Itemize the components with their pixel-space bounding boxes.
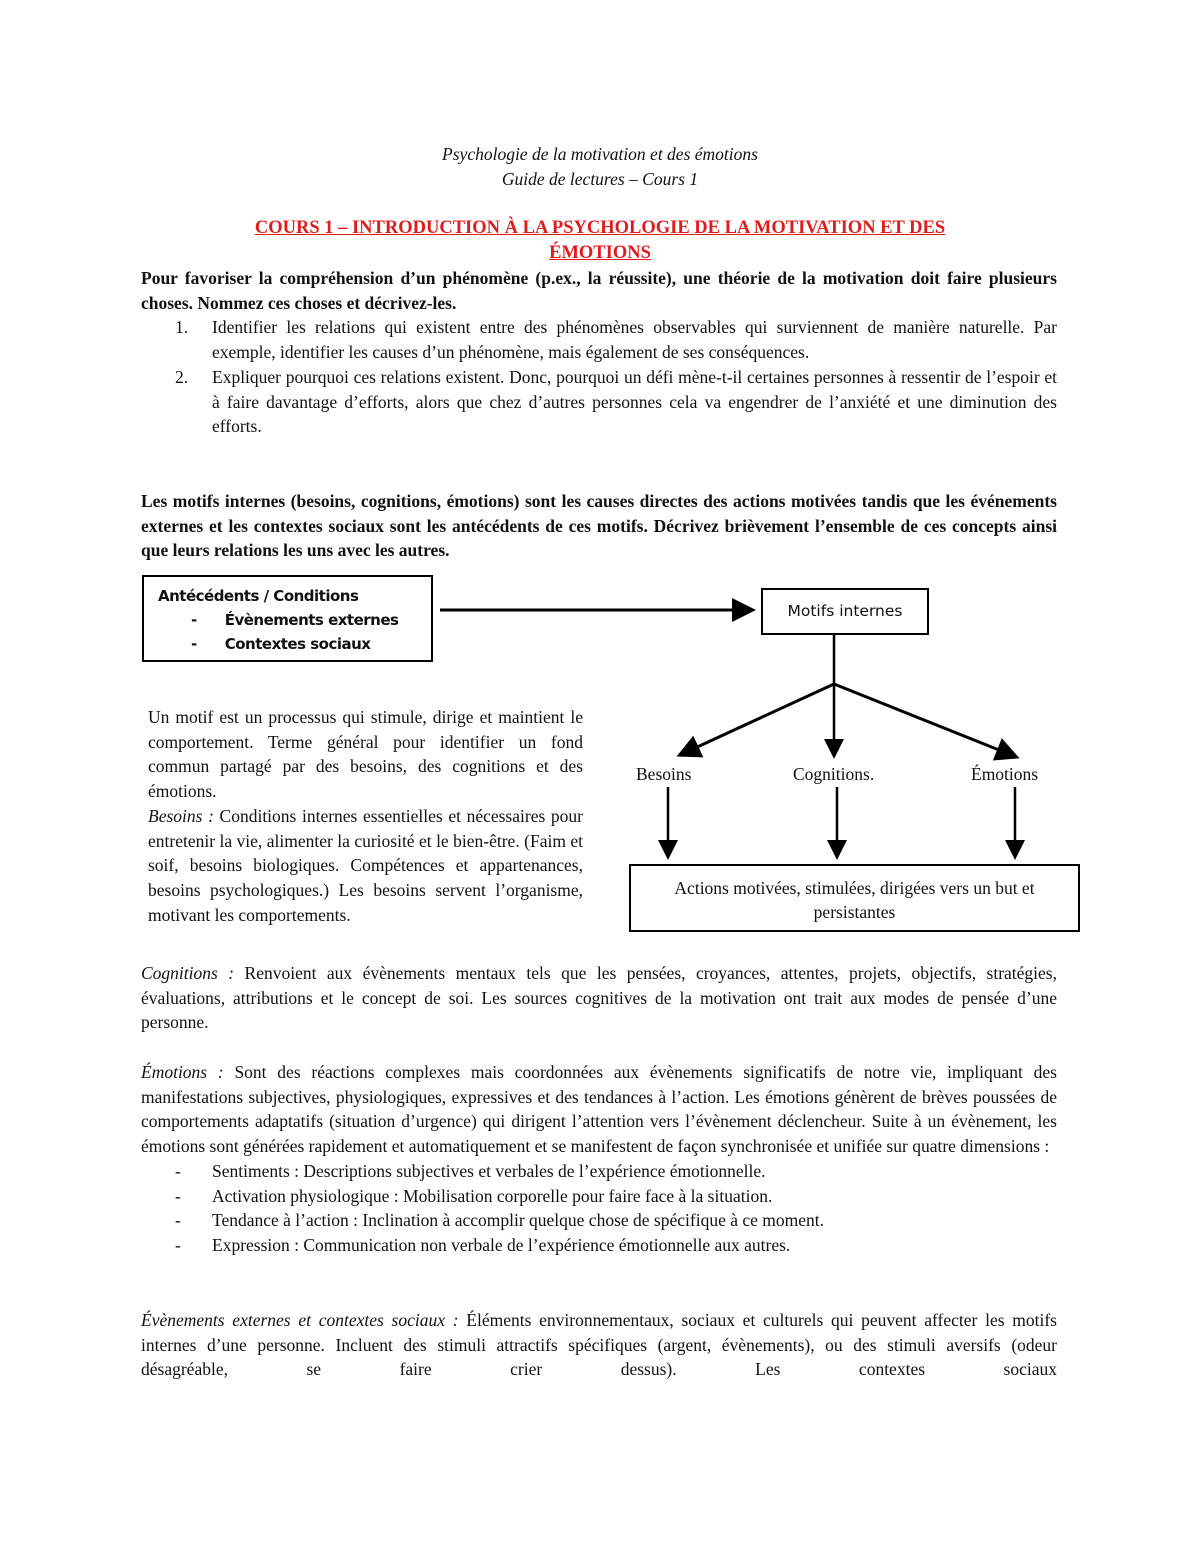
besoins-term: Besoins : [148,805,214,826]
emotions-label: Émotions [971,764,1039,784]
arrow-to-besoins [682,684,834,754]
motifs-internes-box: Motifs internes [761,588,929,635]
course-title: Psychologie de la motivation et des émotions [442,144,758,164]
section-title-line1: COURS 1 – INTRODUCTION À LA PSYCHOLOGIE DE LA MOTIVATION ET DES [254,218,946,238]
evenements-term: Évènements externes et contextes sociaux : [141,1310,459,1330]
item-text: Sentiments : Descriptions subjectives et verbales de l’expérience émotionnelle. [212,1160,766,1181]
bullet: - [191,635,197,653]
antecedents-box [142,575,433,662]
item-text: Tendance à l’action : Inclination à accomplir quelque chose de spécifique à ce moment. [212,1210,824,1231]
guide-subtitle: Guide de lectures – Cours 1 [501,169,699,189]
antecedent-item: Évènements externes [224,611,399,629]
question-1-text: Pour favoriser la compréhension d’un phénomène (p.ex., la réussite), une théorie de la motivation doit faire plusieurs choses. Nommez ces choses et décrivez-les. [141,268,1057,313]
emotions-term: Émotions : [141,1062,224,1082]
arrow-to-emotions [834,684,1014,756]
emotion-dimensions [141,1159,1057,1258]
item-number: 1. [175,317,189,338]
item-number: 2. [175,366,189,387]
list-item: - Expression : Communication non verbale de l’expérience émotionnelle aux autres. [175,1234,791,1255]
list-item: - Tendance à l’action : Inclination à accomplir quelque chose de spécifique à ce moment. [175,1210,824,1231]
bullet: - [191,611,197,629]
emotions-definition: Sont des réactions complexes mais coordonnées aux évènements significatifs de notre vie, impliquant des manifestations subjectives, physiologiques, expressives et des tendances à l’action. Les émotions génèrent de brèves poussées de comportements adaptatifs (situation d’urgence) qui dirigent l’attention vers l’évènement déclencheur. Suite à un évènement, les émotions sont générées rapidement et automatiquement et se manifestent de façon synchronisée et unifiée sur quatre dimensions : [141,1062,1057,1157]
actions-box: Actions motivées, stimulées, dirigées vers un but et persistantes [629,864,1080,932]
motif-definition [148,705,583,927]
cognitions-term: Cognitions : [141,963,235,983]
cognitions-definition: Renvoient aux évènements mentaux tels que les pensées, croyances, attentes, projets, objectifs, stratégies, évaluations, attributions et le concept de soi. Les sources cognitives de la motivation ont trait aux modes de pensée d’une personne. [141,963,1057,1033]
list-item: - Sentiments : Descriptions subjectives et verbales de l’expérience émotionnelle. [175,1160,766,1181]
item-text: Expression : Communication non verbale de l’expérience émotionnelle aux autres. [212,1234,791,1255]
cognitions-label: Cognitions. [793,764,875,784]
cognitions-paragraph [141,961,1057,1035]
antecedents-title: Antécédents / Conditions [158,587,359,605]
section-title-line2: ÉMOTIONS [549,243,651,263]
evenements-definition: Éléments environnementaux, sociaux et culturels qui peuvent affecter les motifs internes d’une personne. Incluent des stimuli attractifs spécifiques (argent, évènements), ou des stimuli aversifs (odeur désagréable, se faire crier dessus). Les contextes sociaux [141,1310,1057,1380]
evenements-paragraph [141,1308,1057,1382]
item-text: Activation physiologique : Mobilisation corporelle pour faire face à la situation. [212,1185,773,1206]
antecedent-item: Contextes sociaux [224,635,371,653]
question-2: Les motifs internes (besoins, cognitions, émotions) sont les causes directes des actions motivées tandis que les événements externes et les contextes sociaux sont les antécédents de ces motifs. Décrivez brièvement l’ensemble de ces concepts ainsi que leurs relations les uns avec les autres. [141,491,1057,561]
motif-definition-text: Un motif est un processus qui stimule, dirige et maintient le comportement. Terme général pour identifier un fond commun partagé par des besoins, des cognitions et des émotions. [148,707,583,802]
besoins-definition: Conditions internes essentielles et nécessaires pour entretenir la vie, alimenter la curiosité et le bien-être. (Faim et soif, besoins biologiques. Compétences et appartenances, besoins psychologiques.) Les besoins servent l’organisme, motivant les comportements. [148,805,583,925]
emotions-paragraph [141,1060,1057,1258]
item-text: Expliquer pourquoi ces relations existent. Donc, pourquoi un défi mène-t-il certaines personnes à ressentir de l’espoir et à faire davantage d’efforts, alors que chez d’autres personnes cela va engendrer de l’anxiété et une diminution des efforts. [212,366,1057,437]
list-item: - Activation physiologique : Mobilisation corporelle pour faire face à la situation. [175,1185,773,1206]
item-text: Identifier les relations qui existent entre des phénomènes observables qui surviennent de manière naturelle. Par exemple, identifier les causes d’un phénomène, mais également de ses conséquences. [212,317,1057,363]
besoins-label: Besoins [636,764,692,784]
